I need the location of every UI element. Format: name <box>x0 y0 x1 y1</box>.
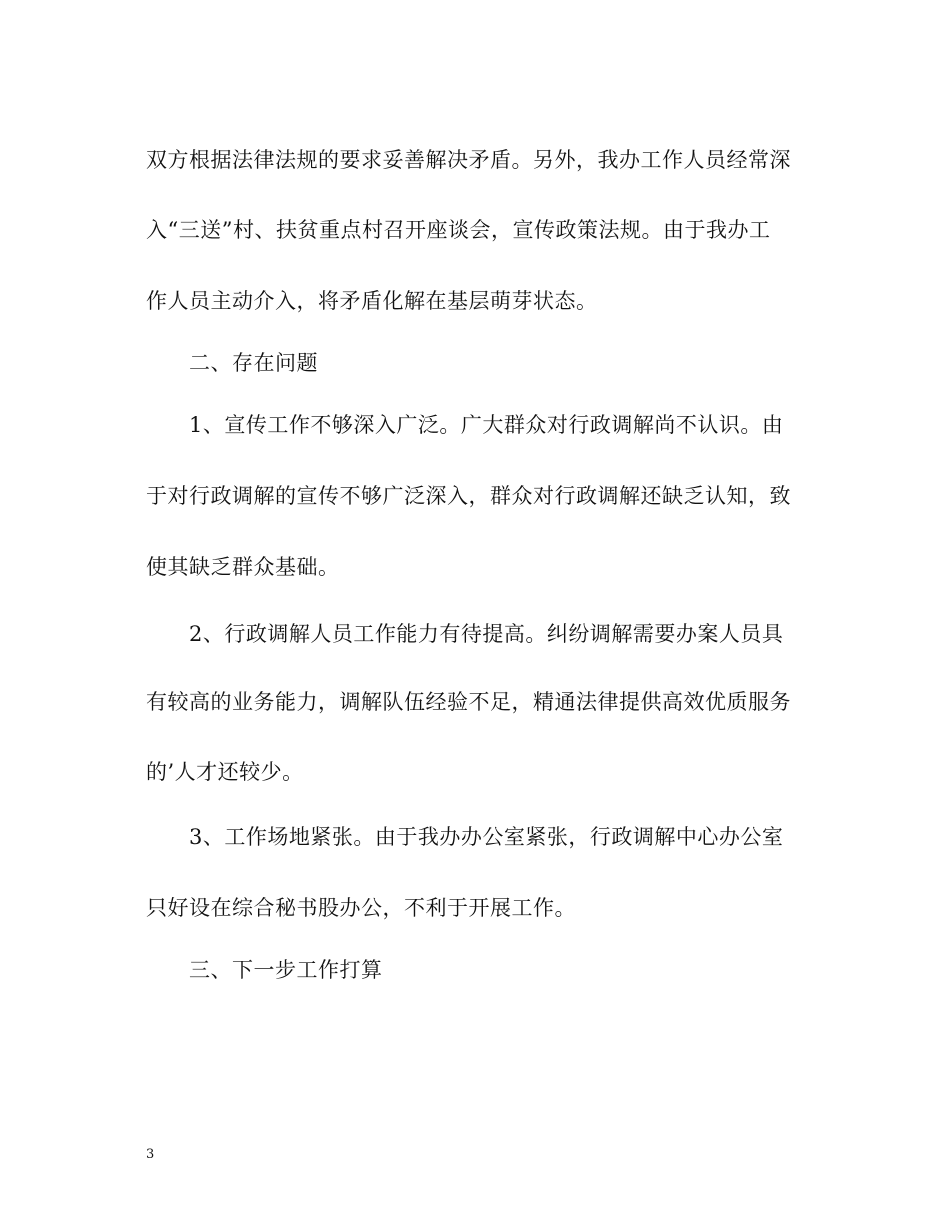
body-text-line: 作人员主动介入，将矛盾化解在基层萌芽状态。 <box>146 289 598 313</box>
body-text-line: 入“三送”村、扶贫重点村召开座谈会，宣传政策法规。由于我办工 <box>146 218 771 242</box>
body-text-line: 1、宣传工作不够深入广泛。广大群众对行政调解尚不认识。由 <box>189 413 784 437</box>
section-heading: 三、下一步工作打算 <box>189 958 383 982</box>
body-text-line: 只好设在综合秘书股办公，不利于开展工作。 <box>146 896 576 920</box>
body-text-line: 3、工作场地紧张。由于我办办公室紧张，行政调解中心办公室 <box>189 825 784 849</box>
body-text-line: 于对行政调解的宣传不够广泛深入，群众对行政调解还缺乏认知，致 <box>146 484 791 508</box>
section-heading: 二、存在问题 <box>189 351 318 375</box>
body-text-line: 的’人才还较少。 <box>146 760 304 784</box>
body-text-line: 使其缺乏群众基础。 <box>146 555 340 579</box>
body-text-line: 有较高的业务能力，调解队伍经验不足，精通法律提供高效优质服务 <box>146 690 791 714</box>
body-text-line: 双方根据法律法规的要求妥善解决矛盾。另外，我办工作人员经常深 <box>146 148 791 172</box>
body-text-line: 2、行政调解人员工作能力有待提高。纠纷调解需要办案人员具 <box>189 622 784 646</box>
page-number: 3 <box>146 1147 155 1162</box>
